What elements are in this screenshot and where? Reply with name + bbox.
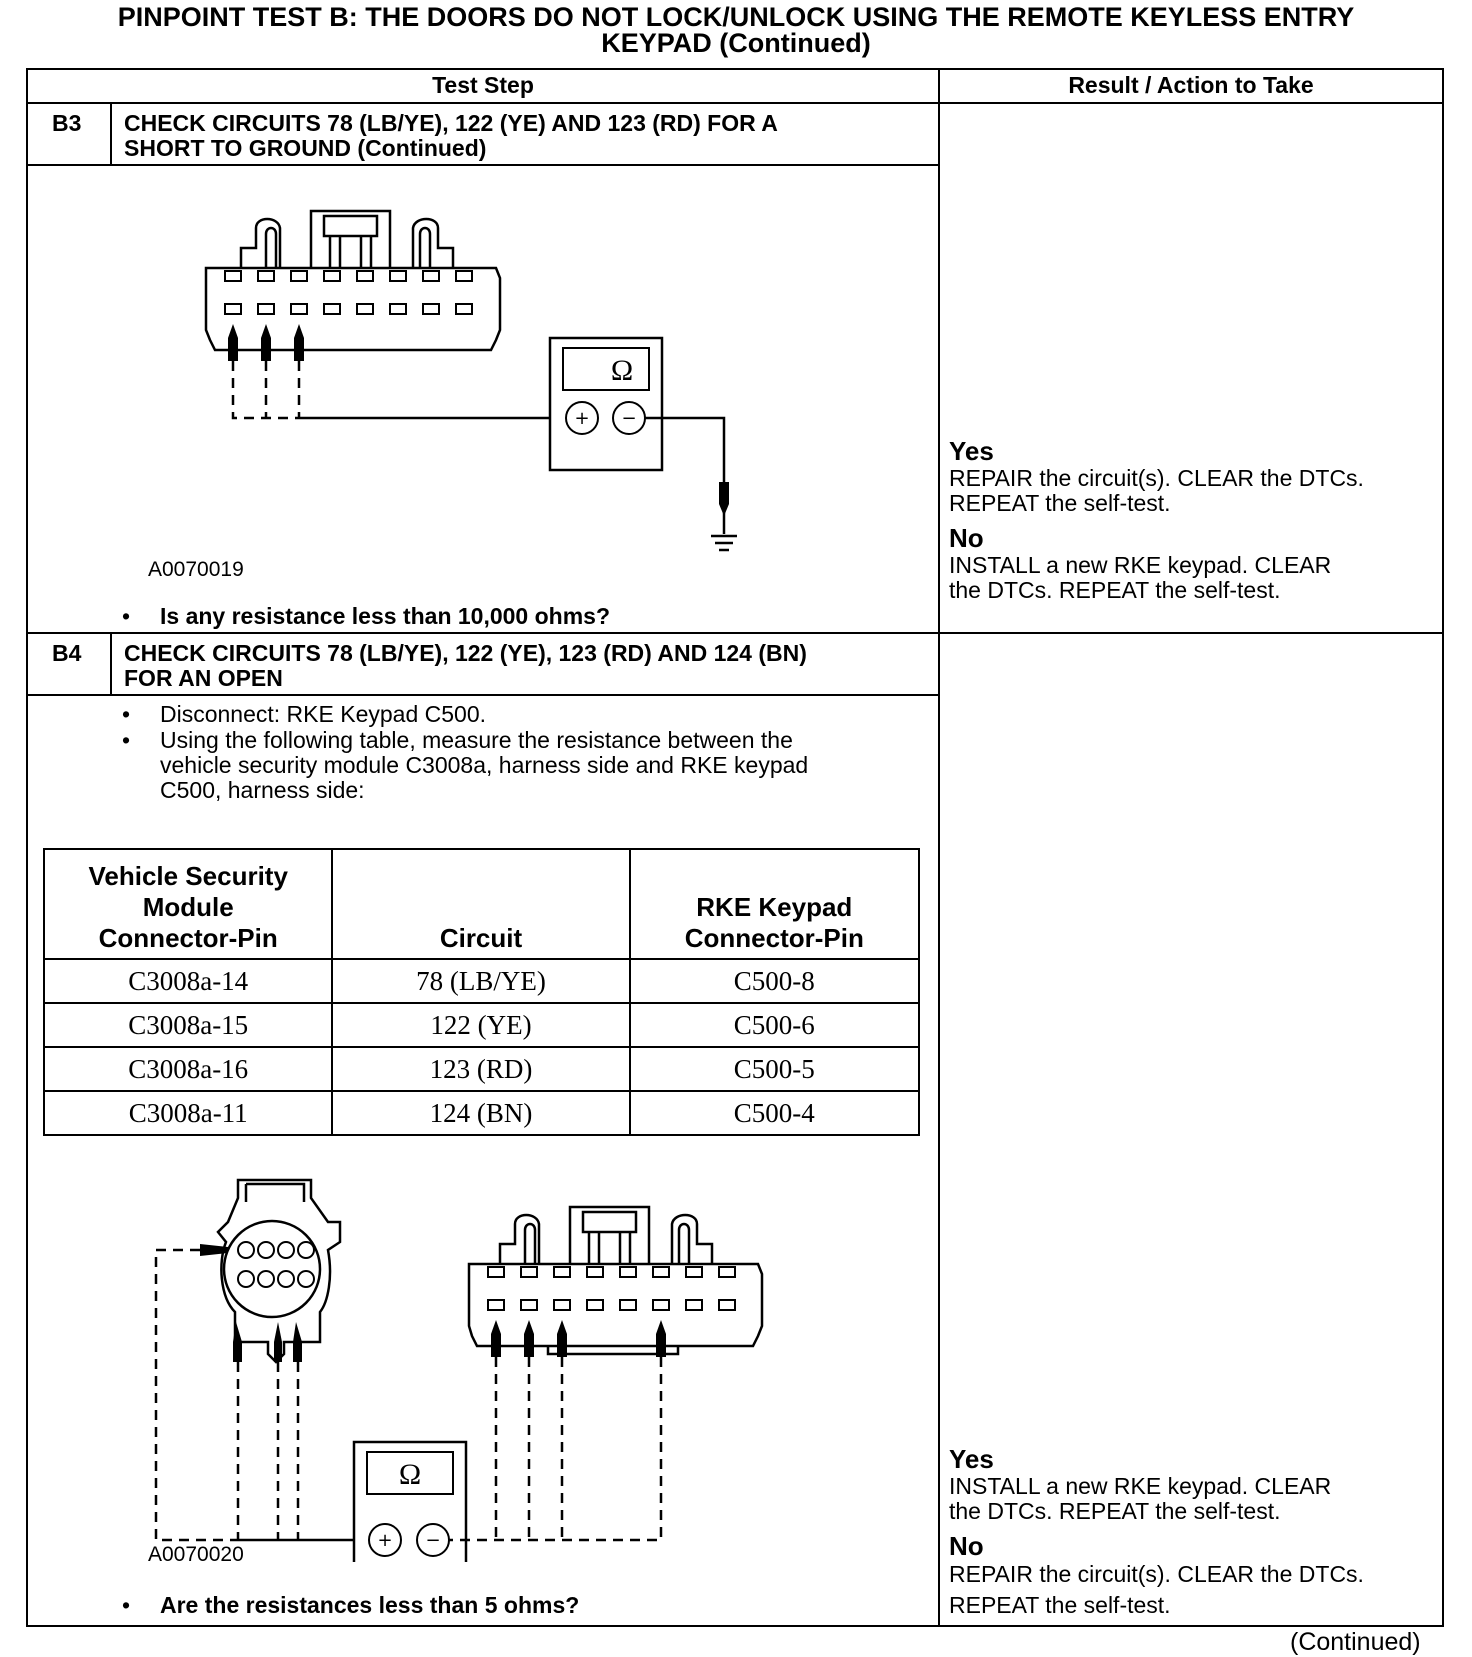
rke-pin-cell: C500-4	[630, 1091, 919, 1135]
rke-pin-cell: C500-6	[630, 1003, 919, 1047]
vsm-pin-cell: C3008a-11	[44, 1091, 332, 1135]
vsm-connector-c3008a-b4	[469, 1207, 762, 1354]
b3-test-probes	[228, 324, 304, 361]
b4-no-line1: REPAIR the circuit(s). CLEAR the DTCs.	[949, 1561, 1364, 1587]
page-title-line2: KEYPAD (Continued)	[601, 28, 871, 58]
circuit-cell: 123 (RD)	[332, 1047, 629, 1091]
step-id-b3: B3	[52, 110, 82, 136]
b4-id-divider	[110, 632, 112, 694]
header-vsm-line3: Connector-Pin	[98, 923, 278, 953]
page-title-line1: PINPOINT TEST B: THE DOORS DO NOT LOCK/UNLOCK USING THE REMOTE KEYLESS ENTRY	[117, 2, 1355, 32]
vsm-pin-cell: C3008a-16	[44, 1047, 332, 1091]
circuit-cell: 122 (YE)	[332, 1003, 629, 1047]
b3-yes-line1: REPAIR the circuit(s). CLEAR the DTCs.	[949, 465, 1364, 491]
b3-meter-ohm-symbol: Ω	[610, 354, 634, 387]
b4-instruction-2-line2: vehicle security module C3008a, harness side and RKE keypad	[160, 752, 809, 778]
b4-measurement-table	[43, 848, 920, 1136]
ground-symbol	[711, 536, 737, 550]
continued-footer: (Continued)	[1290, 1628, 1421, 1656]
header-vsm-line1: Vehicle Security	[88, 861, 288, 891]
b4-yes-line1: INSTALL a new RKE keypad. CLEAR	[949, 1473, 1332, 1499]
b3-no-line1: INSTALL a new RKE keypad. CLEAR	[949, 552, 1332, 578]
step-title-b4-line2: FOR AN OPEN	[124, 665, 283, 691]
step-title-b4-line1: CHECK CIRCUITS 78 (LB/YE), 122 (YE), 123 (RD) AND 124 (BN)	[124, 640, 807, 666]
header-row-divider	[26, 102, 1444, 104]
b4-yes-label: Yes	[949, 1444, 994, 1474]
header-rke-line2: Connector-Pin	[684, 923, 864, 953]
b4-header-divider	[26, 694, 940, 696]
step-title-b3-line1: CHECK CIRCUITS 78 (LB/YE), 122 (YE) AND 123 (RD) FOR A	[124, 110, 778, 136]
table-row	[44, 1091, 919, 1135]
header-rke-line1: RKE Keypad	[696, 892, 853, 922]
svg-text:−: −	[425, 1530, 441, 1551]
b4-yes-line2: the DTCs. REPEAT the self-test.	[949, 1498, 1281, 1524]
column-divider	[938, 68, 940, 1627]
svg-text:+: +	[574, 408, 590, 429]
b3-no-line2: the DTCs. REPEAT the self-test.	[949, 577, 1281, 603]
step-title-b3-line2: SHORT TO GROUND (Continued)	[124, 135, 487, 161]
b4-figure-id: A0070020	[148, 1543, 244, 1566]
header-vsm-line2: Module	[142, 892, 234, 922]
b3-b4-divider	[26, 632, 1444, 634]
header-circuit-label: Circuit	[439, 923, 523, 953]
b4-instruction-2-line1: Using the following table, measure the resistance between the	[160, 727, 793, 753]
b4-bullet-1-marker: •	[122, 701, 131, 727]
b3-figure-id: A0070019	[148, 558, 244, 581]
svg-text:+: +	[377, 1530, 393, 1551]
rke-pin-cell: C500-5	[630, 1047, 919, 1091]
vsm-pin-cell: C3008a-14	[44, 959, 332, 1003]
table-row	[44, 1003, 919, 1047]
b4-meter-ohm-symbol: Ω	[398, 1458, 422, 1491]
circuit-cell: 78 (LB/YE)	[332, 959, 629, 1003]
b3-yes-line2: REPEAT the self-test.	[949, 490, 1171, 516]
header-rke-connector-pin	[630, 849, 919, 959]
table-row	[44, 959, 919, 1003]
circuit-cell: 124 (BN)	[332, 1091, 629, 1135]
svg-text:−: −	[621, 408, 637, 429]
table-row	[44, 1047, 919, 1091]
rke-pin-cell: C500-8	[630, 959, 919, 1003]
b3-question: Is any resistance less than 10,000 ohms?	[160, 603, 611, 629]
b3-bullet: •	[122, 603, 131, 629]
b3-yes-label: Yes	[949, 436, 994, 466]
b4-no-line2: REPEAT the self-test.	[949, 1592, 1171, 1618]
step-id-b4: B4	[52, 640, 82, 666]
b4-connector-diagram	[28, 1162, 936, 1562]
b4-no-label: No	[949, 1531, 984, 1561]
b4-bullet-2-marker: •	[122, 727, 131, 753]
b3-id-divider	[110, 102, 112, 164]
b4-question: Are the resistances less than 5 ohms?	[160, 1592, 580, 1618]
vsm-pin-cell: C3008a-15	[44, 1003, 332, 1047]
b4-instruction-1: Disconnect: RKE Keypad C500.	[160, 701, 487, 727]
b4-instruction-2-line3: C500, harness side:	[160, 777, 365, 803]
b4-bullet-question-marker: •	[122, 1592, 131, 1618]
vsm-test-probes	[491, 1320, 666, 1357]
header-circuit	[332, 849, 629, 959]
measurement-table-header	[44, 849, 919, 959]
column-header-test-step: Test Step	[432, 72, 534, 98]
column-header-result: Result / Action to Take	[1068, 72, 1314, 98]
b3-connector-diagram	[28, 166, 936, 586]
header-vsm-connector-pin	[44, 849, 332, 959]
b3-no-label: No	[949, 523, 984, 553]
